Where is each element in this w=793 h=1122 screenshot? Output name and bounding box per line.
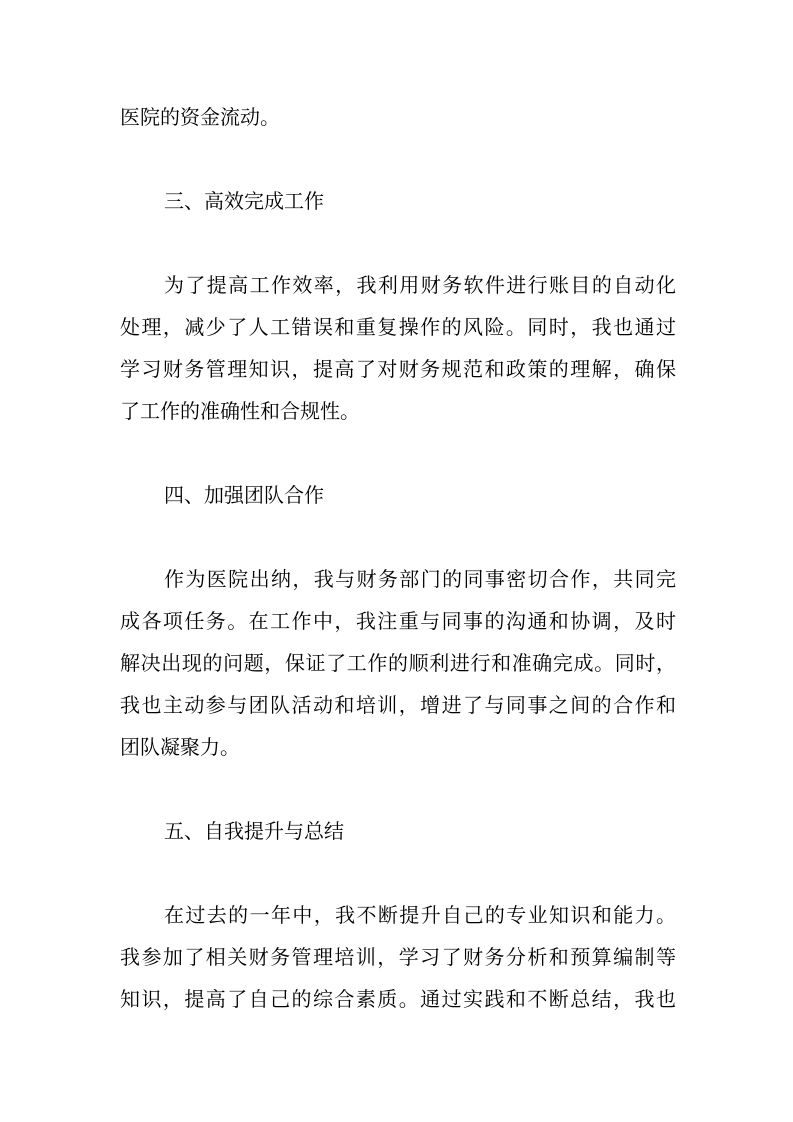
paragraph-line-end: 医院的资金流动。 xyxy=(120,105,280,129)
section-heading-5: 五、自我提升与总结 xyxy=(164,819,344,843)
document-page xyxy=(120,0,676,1122)
paragraph-line: 作为医院出纳，我与财务部门的同事密切合作，共同完 xyxy=(164,567,676,591)
paragraph-line: 成各项任务。在工作中，我注重与同事的沟通和协调，及时 xyxy=(120,609,676,633)
paragraph-line: 学习财务管理知识，提高了对财务规范和政策的理解，确保 xyxy=(120,357,676,381)
paragraph-line: 我参加了相关财务管理培训，学习了财务分析和预算编制等 xyxy=(120,945,676,969)
paragraph-line-end: 了工作的准确性和合规性。 xyxy=(120,399,360,423)
paragraph-line: 解决出现的问题，保证了工作的顺利进行和准确完成。同时， xyxy=(120,651,676,675)
paragraph-line: 知识，提高了自己的综合素质。通过实践和不断总结，我也 xyxy=(120,987,676,1011)
section-heading-4: 四、加强团队合作 xyxy=(164,483,324,507)
paragraph-line-end: 团队凝聚力。 xyxy=(120,735,240,759)
paragraph-line: 为了提高工作效率，我利用财务软件进行账目的自动化 xyxy=(164,273,676,297)
paragraph-line: 在过去的一年中，我不断提升自己的专业知识和能力。 xyxy=(164,903,676,927)
paragraph-line: 我也主动参与团队活动和培训，增进了与同事之间的合作和 xyxy=(120,693,676,717)
paragraph-line: 处理，减少了人工错误和重复操作的风险。同时，我也通过 xyxy=(120,315,676,339)
section-heading-3: 三、高效完成工作 xyxy=(164,189,324,213)
